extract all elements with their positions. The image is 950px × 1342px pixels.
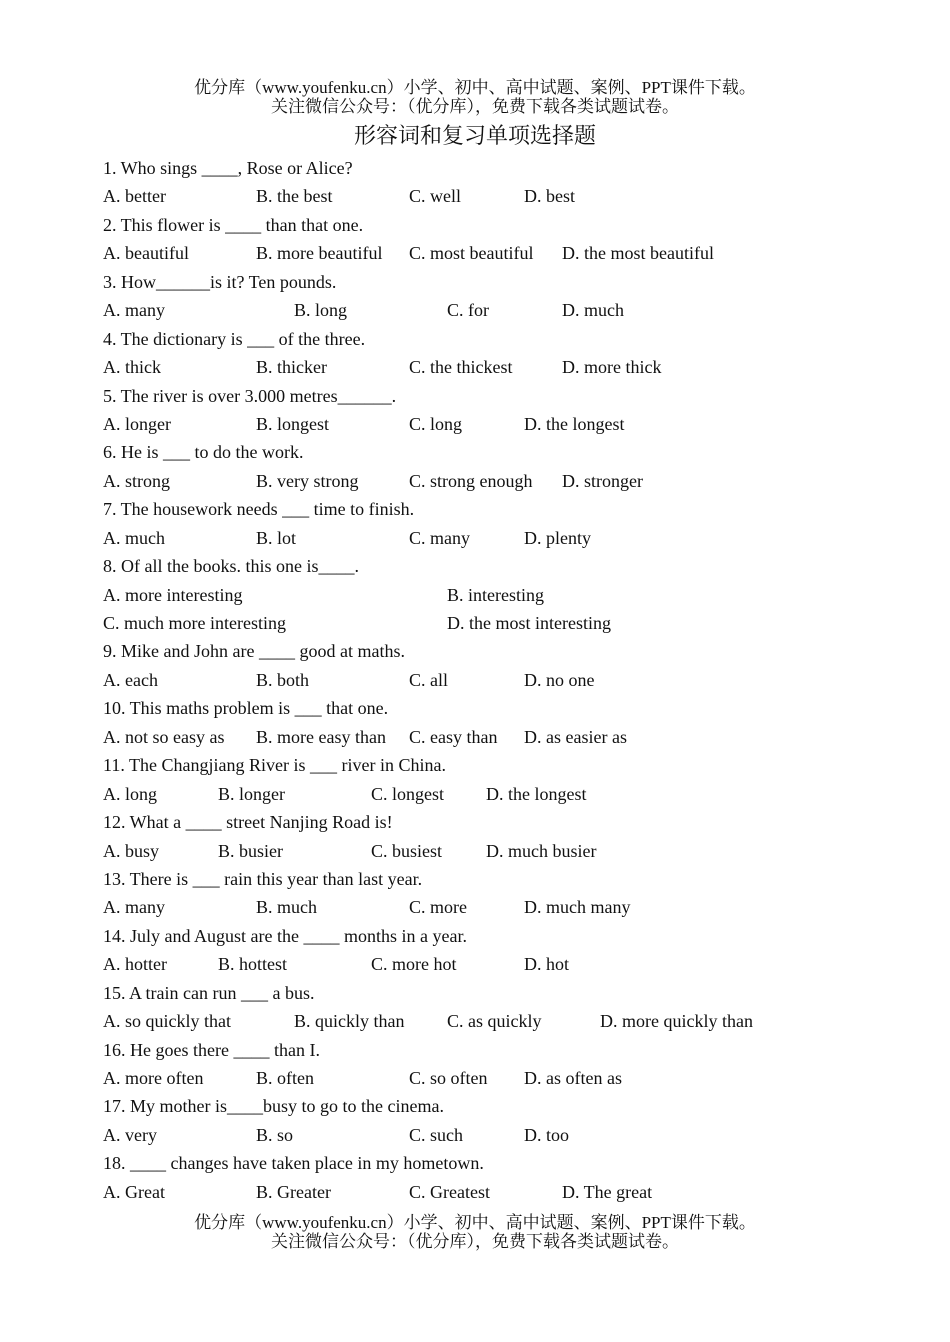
question-12-stem: 12. What a ____ street Nanjing Road is!: [103, 812, 393, 833]
question-3-options: [103, 296, 823, 324]
question-8-option-d: D. the most interesting: [447, 613, 611, 633]
question-17-option-a: A. very: [103, 1124, 157, 1145]
question-17-stem: 17. My mother is____busy to go to the cinema.: [103, 1096, 444, 1117]
question-2-option-a: A. beautiful: [103, 243, 189, 264]
question-15-option-a: A. so quickly that: [103, 1011, 231, 1032]
question-16-option-c: C. so often: [409, 1068, 488, 1088]
question-15-stem: 15. A train can run ___ a bus.: [103, 982, 315, 1003]
question-11-option-c: C. longest: [371, 783, 445, 804]
question-2-options: [103, 239, 823, 267]
question-13-option-a: A. many: [103, 897, 165, 918]
question-3-option-c: C. for: [447, 300, 489, 321]
question-18-option-d: D. The great: [562, 1181, 653, 1202]
question-8-option-c: C. much more interesting: [103, 613, 286, 633]
question-15-option-c: C. as quickly: [447, 1011, 542, 1032]
question-13-options: [103, 893, 823, 921]
question-11-option-d: D. the longest: [486, 783, 587, 804]
question-3-option-b: B. long: [294, 300, 348, 321]
question-1-option-a: A. better: [103, 186, 166, 207]
question-4-option-a: A. thick: [103, 357, 161, 378]
question-6-stem: 6. He is ___ to do the work.: [103, 442, 304, 463]
question-5-option-a: A. longer: [103, 413, 171, 434]
question-7-option-a: A. much: [103, 527, 165, 548]
question-16-option-d: D. as often as: [524, 1068, 622, 1088]
question-8-options: [103, 581, 823, 609]
question-4-option-c: C. the thickest: [409, 357, 513, 378]
question-13-option-b: B. much: [256, 897, 317, 918]
question-3-option-a: A. many: [103, 300, 165, 321]
question-6-option-a: A. strong: [103, 470, 170, 491]
question-10-stem: 10. This maths problem is ___ that one.: [103, 698, 389, 719]
question-9-option-c: C. all: [409, 669, 448, 690]
question-5-stem: 5. The river is over 3.000 metres______.: [103, 385, 397, 406]
header-line-2: 关注微信公众号：（优分库），免费下载各类试题试卷。: [271, 97, 679, 116]
question-list: [103, 154, 823, 1206]
question-2-stem: 2. This flower is ____ than that one.: [103, 214, 364, 235]
question-2-option-b: B. more beautiful: [256, 243, 383, 264]
document-title: 形容词和复习单项选择题: [353, 124, 596, 149]
question-18-options: [103, 1178, 823, 1206]
question-18-option-c: C. Greatest: [409, 1181, 490, 1202]
question-8-option-a: A. more interesting: [103, 584, 243, 605]
question-14-option-a: A. hotter: [103, 954, 167, 975]
question-5-option-d: D. the longest: [524, 413, 625, 434]
question-2-option-d: D. the most beautiful: [562, 243, 714, 264]
question-14-options: [103, 950, 823, 978]
question-18-option-b: B. Greater: [256, 1181, 331, 1202]
question-4-option-b: B. thicker: [256, 357, 327, 378]
question-3-stem: 3. How______is it? Ten pounds.: [103, 271, 337, 292]
question-18-stem: 18. ____ changes have taken place in my hometown.: [103, 1153, 484, 1174]
question-9-stem: 9. Mike and John are ____ good at maths.: [103, 641, 405, 662]
question-16-options: [103, 1064, 823, 1092]
question-6-options: [103, 467, 823, 495]
header-line-1: 优分库（www.youfenku.cn）小学、初中、高中试题、案例、PPT课件下载。: [194, 78, 756, 97]
question-12-option-c: C. busiest: [371, 840, 443, 861]
question-8-option-b: B. interesting: [447, 584, 544, 605]
question-11-stem: 11. The Changjiang River is ___ river in China.: [103, 755, 446, 776]
question-12-option-b: B. busier: [218, 840, 283, 861]
question-9-options: [103, 666, 823, 694]
question-2-option-c: C. most beautiful: [409, 243, 534, 264]
page-header: [0, 78, 950, 116]
question-17-option-b: B. so: [256, 1124, 294, 1145]
question-7-option-d: D. plenty: [524, 527, 591, 548]
question-13-option-d: D. much many: [524, 897, 631, 918]
question-9-option-a: A. each: [103, 669, 158, 690]
question-8-options: [103, 609, 823, 637]
question-10-option-a: A. not so easy as: [103, 726, 225, 747]
question-10-options: [103, 723, 823, 751]
question-12-option-a: A. busy: [103, 840, 160, 861]
question-1-options: [103, 182, 823, 210]
question-3-option-d: D. much: [562, 300, 624, 321]
question-8-stem: 8. Of all the books. this one is____.: [103, 556, 359, 577]
question-13-option-c: C. more: [409, 897, 467, 918]
question-9-option-d: D. no one: [524, 669, 595, 690]
page-footer: [0, 1213, 950, 1251]
question-1-option-d: D. best: [524, 186, 575, 207]
question-18-option-a: A. Great: [103, 1181, 165, 1202]
question-14-option-d: D. hot: [524, 954, 569, 975]
question-10-option-d: D. as easier as: [524, 726, 627, 747]
question-1-stem: 1. Who sings ____, Rose or Alice?: [103, 158, 353, 178]
question-7-option-b: B. lot: [256, 527, 297, 548]
question-9-option-b: B. both: [256, 669, 310, 690]
question-15-option-b: B. quickly than: [294, 1011, 405, 1032]
question-16-stem: 16. He goes there ____ than I.: [103, 1039, 320, 1060]
footer-line-2: 关注微信公众号：（优分库），免费下载各类试题试卷。: [271, 1232, 679, 1251]
footer-line-1: 优分库（www.youfenku.cn）小学、初中、高中试题、案例、PPT课件下载。: [194, 1213, 756, 1232]
question-7-option-c: C. many: [409, 527, 470, 548]
question-15-option-d: D. more quickly than: [600, 1011, 753, 1032]
question-11-option-a: A. long: [103, 783, 157, 804]
question-16-option-b: B. often: [256, 1068, 314, 1088]
question-4-stem: 4. The dictionary is ___ of the three.: [103, 328, 366, 349]
question-10-option-c: C. easy than: [409, 726, 498, 747]
question-17-options: [103, 1121, 823, 1149]
question-4-options: [103, 353, 823, 381]
question-5-options: [103, 410, 823, 438]
question-7-stem: 7. The housework needs ___ time to finish.: [103, 499, 415, 520]
question-1-option-b: B. the best: [256, 186, 333, 207]
question-6-option-d: D. stronger: [562, 470, 643, 491]
question-6-option-b: B. very strong: [256, 470, 359, 491]
question-6-option-c: C. strong enough: [409, 470, 533, 491]
question-12-option-d: D. much busier: [486, 840, 597, 861]
question-5-option-b: B. longest: [256, 413, 330, 434]
question-1-option-c: C. well: [409, 186, 461, 207]
question-14-stem: 14. July and August are the ____ months in a year.: [103, 925, 467, 946]
question-14-option-c: C. more hot: [371, 954, 457, 975]
question-17-option-d: D. too: [524, 1124, 569, 1145]
question-7-options: [103, 524, 823, 552]
question-16-option-a: A. more often: [103, 1068, 204, 1088]
question-11-option-b: B. longer: [218, 783, 285, 804]
question-5-option-c: C. long: [409, 413, 463, 434]
question-14-option-b: B. hottest: [218, 954, 288, 975]
question-10-option-b: B. more easy than: [256, 726, 386, 747]
question-17-option-c: C. such: [409, 1124, 463, 1145]
question-4-option-d: D. more thick: [562, 357, 662, 378]
question-13-stem: 13. There is ___ rain this year than last year.: [103, 868, 423, 889]
question-12-options: [103, 837, 823, 865]
question-15-options: [103, 1007, 823, 1035]
question-11-options: [103, 780, 823, 808]
